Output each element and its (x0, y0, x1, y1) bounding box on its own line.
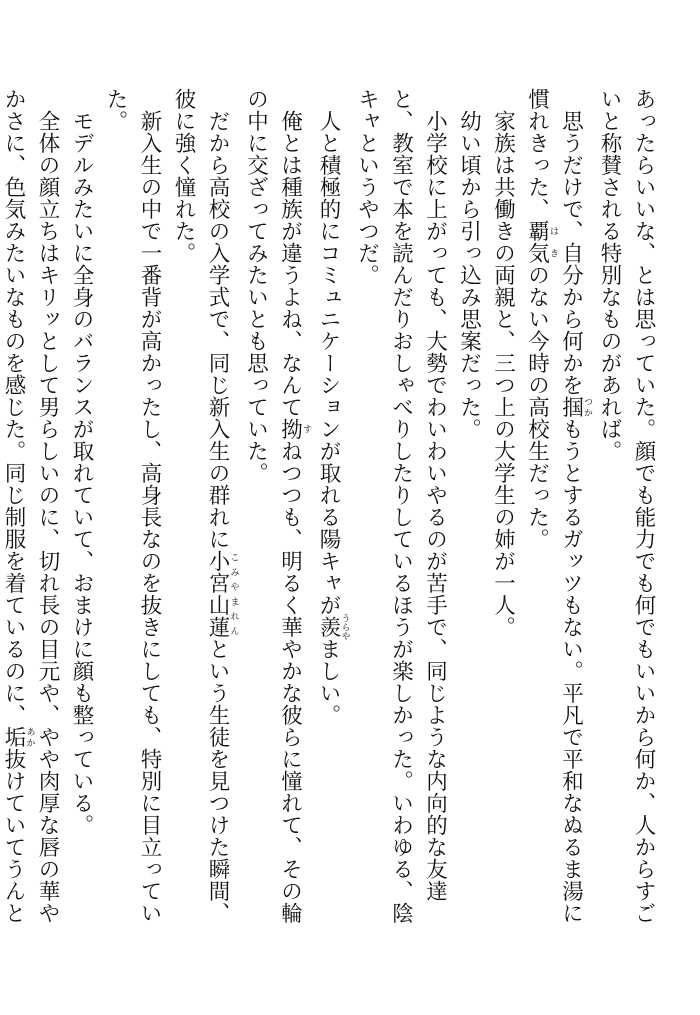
text-run: 幼い頃から引っ込み思案だった。 (456, 109, 482, 440)
paragraph (486, 88, 520, 928)
text-run: 全体の顔立ちはキリッとして男らしいのに、切れ長の目元や、やや肉厚な唇の華やかさに、色気みたいなものを感じた。同じ制服を着ているのに、 (1, 88, 60, 924)
text-run: 小学校に上がっても、大勢でわいわいやるのが苦手で、同じような内向的な友達と、教室で本を読んだりおしゃべりしたりしているほうが楽しかった。いわゆる、陰キャというやつだ。 (354, 88, 448, 924)
ruby-word: 拗す (277, 417, 311, 440)
ruby-reading: つか (582, 395, 592, 418)
paragraph (350, 88, 452, 928)
text-run: モデルみたいに全身のバランスが取れていて、おまけに顔も整っている。 (69, 109, 94, 836)
ruby-reading: うらや (339, 613, 350, 640)
paragraph (64, 88, 98, 928)
text-run: もうとするガッツもない。平凡で平和なぬるま湯に慣れきった、 (524, 88, 584, 924)
text-run: のない今時の高校生だった。 (524, 264, 550, 550)
paragraph (311, 88, 350, 928)
text-run: という生徒を見つけた瞬間、彼に強く憧れた。 (171, 88, 230, 924)
ruby-reading: こみやまれん (228, 549, 239, 638)
text-run: 家族は共働きの両親と、三つ上の大学生の姉が一人。 (490, 109, 516, 638)
paragraph (592, 88, 660, 928)
ruby-word: 羨うらや (316, 613, 350, 640)
text-run: ねつつも、明るく華やかな彼らに憧れて、その輪の中に交ざってみたいとも思っていた。 (243, 88, 303, 924)
paragraph (0, 88, 64, 928)
ruby-reading: あか (24, 726, 35, 748)
text-run: だから高校の入学式で、同じ新入生の群れに (205, 109, 230, 550)
paragraph (452, 88, 486, 928)
text-run: 俺とは種族が違うよね、なんて (277, 109, 303, 418)
ruby-word: 小宮山蓮こみやまれん (205, 549, 239, 638)
paragraph (166, 88, 239, 928)
ruby-word: 垢あか (1, 726, 35, 748)
ruby-reading: す (301, 417, 311, 440)
text-run: 抜けていてうんと (1, 748, 26, 924)
ruby-word: 掴つか (558, 395, 592, 418)
text-run: 思うだけで、自分から何かを (558, 109, 584, 396)
text-run: あったらいいな、とは思っていた。顔でも能力でも何でもいいから何か、人からすごいと称賛される特別なものがあれば。 (597, 88, 656, 924)
paragraph (98, 88, 166, 928)
paragraph (239, 88, 312, 928)
ruby-word: 覇気はき (524, 220, 558, 264)
text-run: ましい。 (316, 637, 341, 726)
text-run: 新入生の中で一番背が高かったし、高身長なのを抜きにしても、特別に目立っていた。 (103, 88, 162, 924)
text-run: 人と積極的にコミュニケーションが取れる陽キャが (316, 109, 341, 616)
vertical-text-body (1, 88, 660, 928)
paragraph (520, 88, 593, 928)
ruby-reading: はき (548, 220, 558, 264)
